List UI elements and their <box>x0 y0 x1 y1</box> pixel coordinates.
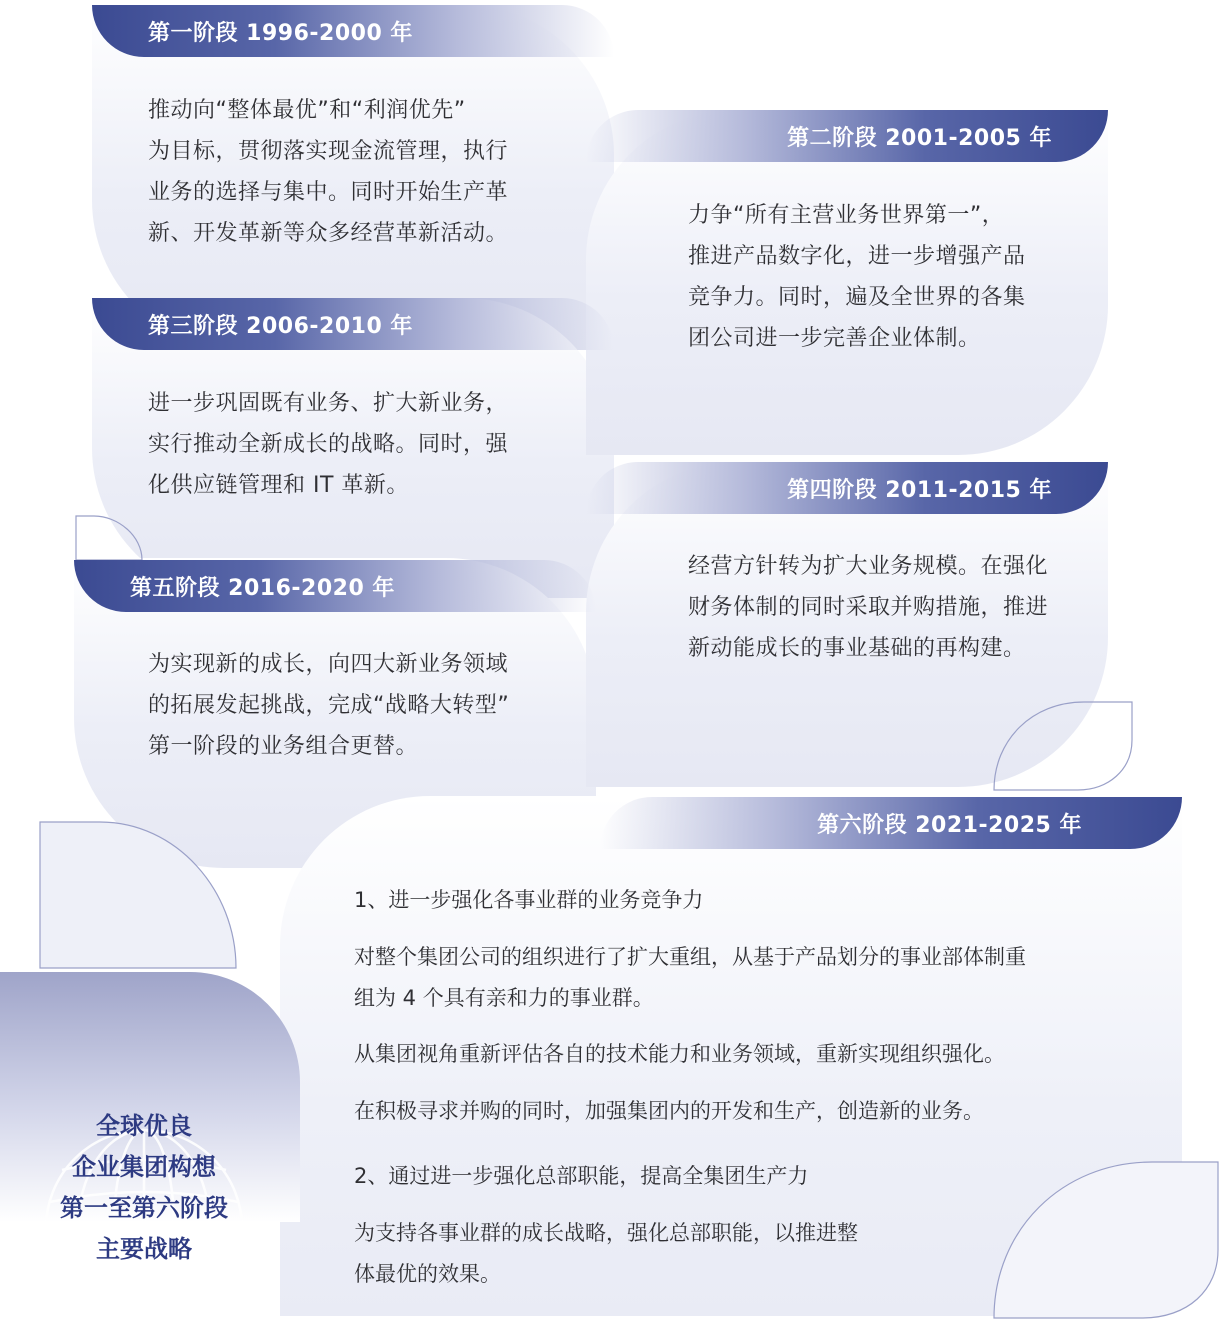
stage6-heading-1: 1、进一步强化各事业群的业务竞争力 <box>354 888 704 912</box>
stage5-title: 第五阶段 2016-2020 年 <box>130 575 395 601</box>
stage6-paragraph-4: 为支持各事业群的成长战略，强化总部职能，以推进整 体最优的效果。 <box>354 1221 858 1286</box>
stage1-description: 推动向“整体最优”和“利润优先” 为目标，贯彻落实现金流管理，执行 业务的选择与集中。同时开始生产革 新、开发革新等众多经营革新活动。 <box>148 98 509 246</box>
stage3-title: 第三阶段 2006-2010 年 <box>148 313 413 339</box>
stage4-title-bar <box>586 462 1108 514</box>
stage6-paragraph-3: 在积极寻求并购的同时，加强集团内的开发和生产，创造新的业务。 <box>354 1099 984 1123</box>
stage5-title-bar <box>74 560 596 612</box>
stage4-description: 经营方针转为扩大业务规模。在强化 财务体制的同时采取并购措施，推进 新动能成长的事业基础的再构建。 <box>688 554 1049 661</box>
stage2-title-bar <box>586 110 1108 162</box>
stage6-paragraph-1: 对整个集团公司的组织进行了扩大重组，从基于产品划分的事业部体制重 组为 4 个具有亲和力的事业群。 <box>354 945 1026 1010</box>
stage4-title: 第四阶段 2011-2015 年 <box>787 477 1052 503</box>
stage3-title-bar <box>92 298 614 350</box>
stage6-heading-2: 2、通过进一步强化总部职能，提高全集团生产力 <box>354 1164 809 1188</box>
stage6-paragraph-2: 从集团视角重新评估各自的技术能力和业务领域，重新实现组织强化。 <box>354 1042 1005 1066</box>
stage1-title-bar <box>92 5 614 57</box>
summary-text: 全球优良 企业集团构想 第一至第六阶段 主要战略 <box>60 1112 228 1263</box>
leaf-outline-decoration <box>992 1160 1220 1320</box>
stage6-title-bar <box>600 797 1182 849</box>
stage2-title: 第二阶段 2001-2005 年 <box>787 125 1052 151</box>
stage6-title: 第六阶段 2021-2025 年 <box>817 812 1082 838</box>
leaf-outline-decoration <box>74 514 144 562</box>
stage2-description: 力争“所有主营业务世界第一”， 推进产品数字化，进一步增强产品 竞争力。同时，遍及全世界的各集 团公司进一步完善企业体制。 <box>688 203 1026 351</box>
stage1-title: 第一阶段 1996-2000 年 <box>148 20 413 46</box>
stage3-description: 进一步巩固既有业务、扩大新业务， 实行推动全新成长的战略。同时，强 化供应链管理和 IT 革新。 <box>148 391 509 498</box>
leaf-outline-decoration <box>992 700 1134 792</box>
leaf-outline-decoration <box>38 820 238 970</box>
stage5-description: 为实现新的成长，向四大新业务领域 的拓展发起挑战，完成“战略大转型” 第一阶段的业务组合更替。 <box>148 652 510 759</box>
